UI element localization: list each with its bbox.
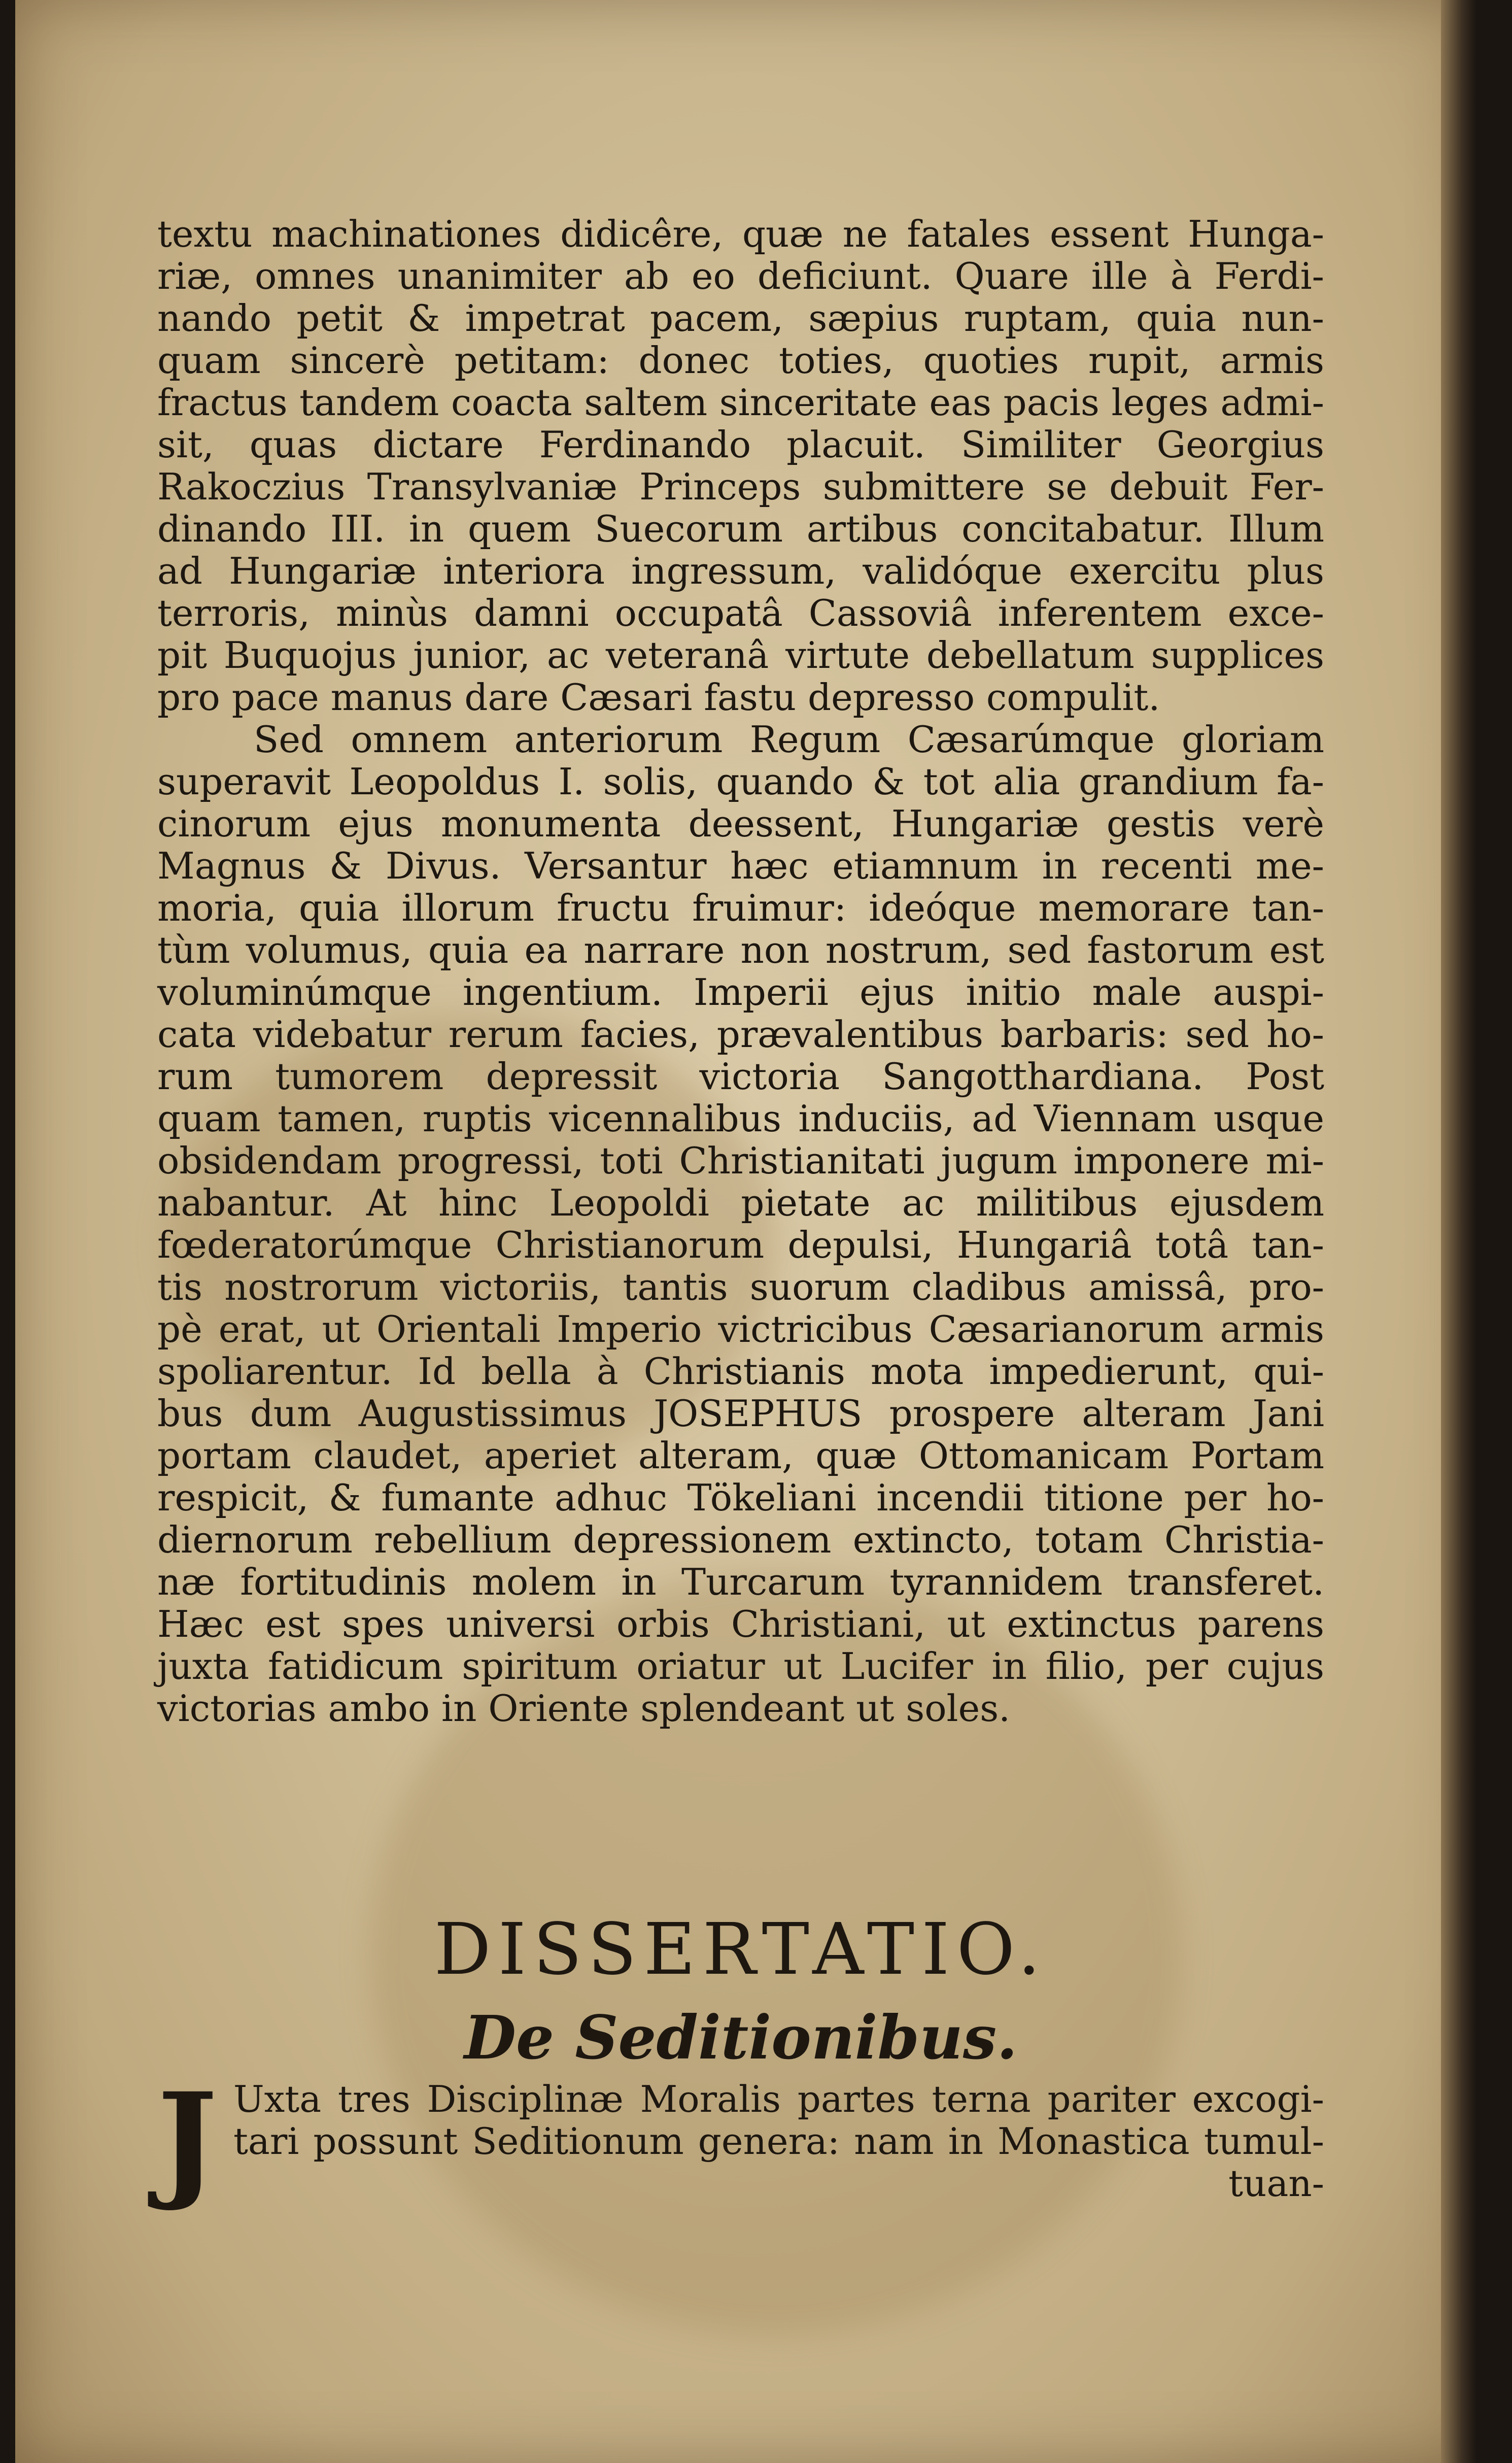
text-line: superavit Leopoldus I. solis, quando & tot alia grandium fa- <box>157 760 1324 803</box>
text-line: rum tumorem depressit victoria Sangotthardiana. Post <box>157 1055 1324 1098</box>
text-line: terroris, minùs damni occupatâ Cassoviâ inferentem exce- <box>157 592 1324 634</box>
text-line: victorias ambo in Oriente splendeant ut soles. <box>157 1687 1011 1730</box>
opening-paragraph <box>157 2065 1324 2214</box>
text-line: næ fortitudinis molem in Turcarum tyrannidem transferet. <box>157 1561 1324 1603</box>
text-line: tis nostrorum victoriis, tantis suorum cladibus amissâ, pro- <box>157 1266 1324 1308</box>
text-line: Hæc est spes universi orbis Christiani, ut extinctus parens <box>157 1603 1324 1645</box>
text-line: Magnus & Divus. Versantur hæc etiamnum in recenti me- <box>157 845 1324 887</box>
text-line: portam claudet, aperiet alteram, quæ Ottomanicam Portam <box>157 1434 1324 1477</box>
text-line: Sed omnem anteriorum Regum Cæsarúmque gloriam <box>254 718 1324 761</box>
text-line: cata videbatur rerum facies, prævalentibus barbaris: sed ho- <box>157 1013 1324 1056</box>
dissertation-title: DISSERTATIO. <box>434 1908 1048 1991</box>
text-line: riæ, omnes unanimiter ab eo deficiunt. Quare ille à Ferdi- <box>157 255 1324 297</box>
text-line: dinando III. in quem Suecorum artibus concitabatur. Illum <box>157 508 1324 550</box>
text-line: Rakoczius Transylvaniæ Princeps submittere se debuit Fer- <box>157 465 1324 508</box>
text-line: diernorum rebellium depressionem extincto, totam Christia- <box>157 1519 1324 1561</box>
text-line: pit Buquojus junior, ac veteranâ virtute debellatum supplices <box>157 634 1324 677</box>
text-line: fractus tandem coacta saltem sinceritate eas pacis leges admi- <box>157 381 1324 424</box>
text-line: tùm volumus, quia ea narrare non nostrum, sed fastorum est <box>157 929 1324 971</box>
page-edge <box>1441 0 1476 2463</box>
dissertation-subtitle: De Seditionibus. <box>464 2002 1018 2073</box>
text-line: obsidendam progressi, toti Christianitati jugum imponere mi- <box>157 1139 1324 1182</box>
text-line: pè erat, ut Orientali Imperio victricibus Cæsarianorum armis <box>157 1308 1324 1351</box>
body-text <box>157 213 1324 1730</box>
text-line: spoliarentur. Id bella à Christianis mota impedierunt, qui- <box>157 1350 1324 1393</box>
text-line: respicit, & fumante adhuc Tökeliani incendii titione per ho- <box>157 1476 1324 1519</box>
text-line: pro pace manus dare Cæsari fastu depresso compulit. <box>157 676 1160 719</box>
text-line: bus dum Augustissimus JOSEPHUS prospere alteram Jani <box>157 1392 1324 1435</box>
text-line: fœderatorúmque Christianorum depulsi, Hungariâ totâ tan- <box>157 1224 1324 1266</box>
catchword: tuan- <box>1228 2162 1324 2205</box>
text-line: tari possunt Seditionum genera: nam in Monastica tumul- <box>233 2120 1324 2163</box>
text-line: voluminúmque ingentium. Imperii ejus initio male auspi- <box>157 971 1324 1014</box>
text-line: textu machinationes didicêre, quæ ne fatales essent Hunga- <box>157 213 1324 255</box>
text-line: ad Hungariæ interiora ingressum, validóque exercitu plus <box>157 550 1324 592</box>
text-line: quam sincerè petitam: donec toties, quoties rupit, armis <box>157 339 1324 382</box>
text-line: Uxta tres Disciplinæ Moralis partes terna pariter excogi- <box>233 2078 1324 2120</box>
text-line: moria, quia illorum fructu fruimur: ideóque memorare tan- <box>157 887 1324 929</box>
text-line: nando petit & impetrat pacem, sæpius ruptam, quia nun- <box>157 297 1324 340</box>
text-line: cinorum ejus monumenta deessent, Hungariæ gestis verè <box>157 802 1324 845</box>
text-line: quam tamen, ruptis vicennalibus induciis, ad Viennam usque <box>157 1097 1324 1140</box>
text-line: sit, quas dictare Ferdinando placuit. Similiter Georgius <box>157 423 1324 466</box>
text-line: nabantur. At hinc Leopoldi pietate ac militibus ejusdem <box>157 1182 1324 1224</box>
text-line: juxta fatidicum spiritum oriatur ut Lucifer in filio, per cujus <box>157 1645 1324 1688</box>
drop-cap: J <box>157 2065 218 2214</box>
